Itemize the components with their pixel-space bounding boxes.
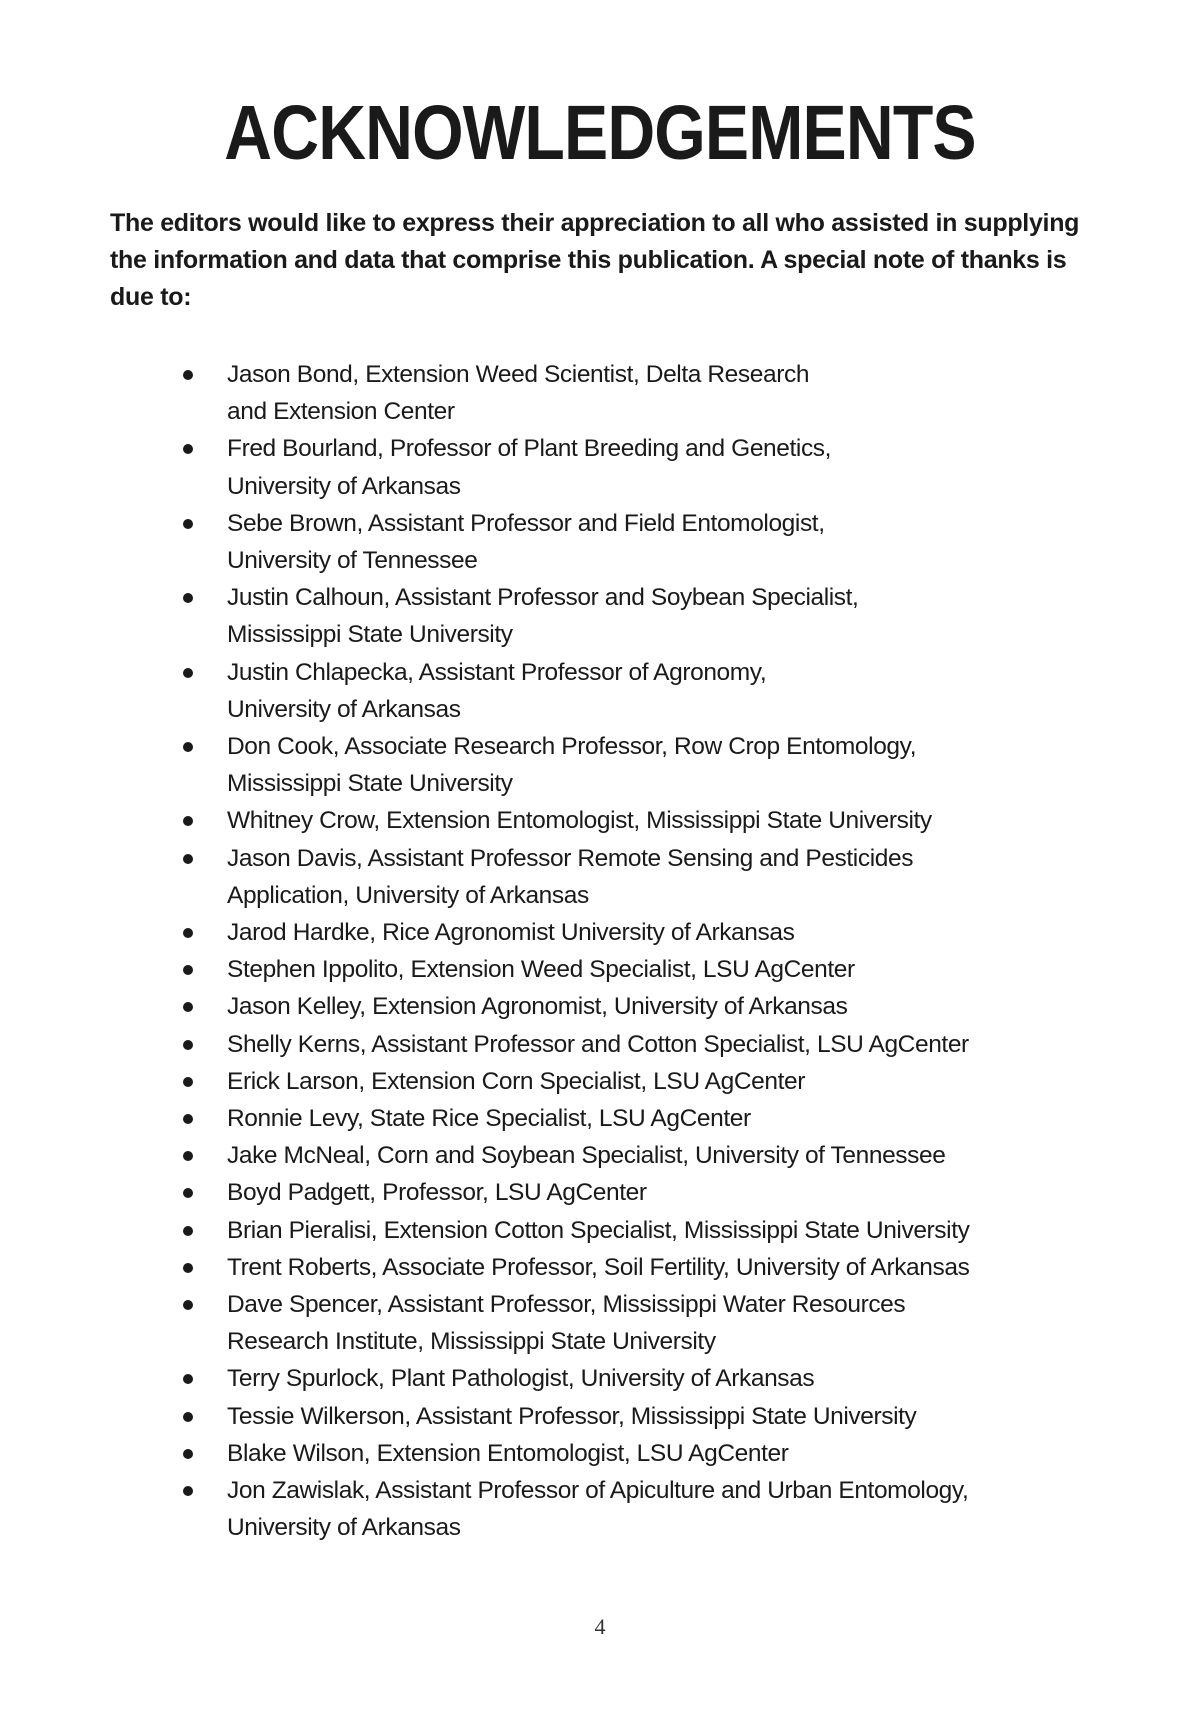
bullet-icon xyxy=(183,593,193,603)
bullet-icon xyxy=(183,1040,193,1050)
list-item-text: Whitney Crow, Extension Entomologist, Mississippi State University xyxy=(227,807,932,835)
list-item-text: Justin Calhoun, Assistant Professor and Soybean Specialist, xyxy=(227,584,859,612)
bullet-icon xyxy=(183,1486,193,1496)
bullet-icon xyxy=(183,742,193,752)
list-item-text: Jason Kelley, Extension Agronomist, University of Arkansas xyxy=(227,993,848,1021)
list-item-text: Application, University of Arkansas xyxy=(227,881,589,909)
list-item-text: Blake Wilson, Extension Entomologist, LSU AgCenter xyxy=(227,1439,789,1467)
list-item-text: Dave Spencer, Assistant Professor, Mississippi Water Resources xyxy=(227,1291,906,1319)
list-item xyxy=(183,951,1083,988)
bullet-icon xyxy=(183,370,193,380)
bullet-icon xyxy=(183,1300,193,1310)
bullet-icon xyxy=(183,928,193,938)
list-item-text: Jake McNeal, Corn and Soybean Specialist, University of Tennessee xyxy=(227,1142,946,1170)
list-item-text: Erick Larson, Extension Corn Specialist, LSU AgCenter xyxy=(227,1067,805,1095)
bullet-icon xyxy=(183,1002,193,1012)
list-item-text: Jason Davis, Assistant Professor Remote Sensing and Pesticides xyxy=(227,844,914,872)
bullet-icon xyxy=(183,1263,193,1273)
list-item-text: Mississippi State University xyxy=(227,621,513,649)
list-item-text: and Extension Center xyxy=(227,398,455,426)
list-item xyxy=(183,430,1083,504)
list-item xyxy=(183,1212,1083,1249)
page-title: ACKNOWLEDGEMENTS xyxy=(224,90,976,176)
bullet-icon xyxy=(183,668,193,678)
list-item-text: Shelly Kerns, Assistant Professor and Cotton Specialist, LSU AgCenter xyxy=(227,1030,969,1058)
list-item-text: Research Institute, Mississippi State University xyxy=(227,1328,716,1356)
list-item xyxy=(183,1174,1083,1211)
list-item xyxy=(183,728,1083,802)
list-item-text: Terry Spurlock, Plant Pathologist, University of Arkansas xyxy=(227,1365,815,1393)
list-item-text: University of Arkansas xyxy=(227,695,461,723)
list-item xyxy=(183,1063,1083,1100)
bullet-icon xyxy=(183,444,193,454)
list-item xyxy=(183,1472,1083,1546)
list-item-text: Tessie Wilkerson, Assistant Professor, Mississippi State University xyxy=(227,1402,917,1430)
list-item xyxy=(183,505,1083,579)
list-item xyxy=(183,1100,1083,1137)
list-item-text: Jarod Hardke, Rice Agronomist University of Arkansas xyxy=(227,919,795,947)
list-item xyxy=(183,802,1083,839)
list-item xyxy=(183,1137,1083,1174)
list-item-text: Trent Roberts, Associate Professor, Soil Fertility, University of Arkansas xyxy=(227,1253,970,1281)
bullet-icon xyxy=(183,854,193,864)
list-item xyxy=(183,988,1083,1025)
list-item xyxy=(183,1249,1083,1286)
bullet-icon xyxy=(183,816,193,826)
list-item-text: Jason Bond, Extension Weed Scientist, Delta Research xyxy=(227,361,810,388)
bullet-icon xyxy=(183,1151,193,1161)
list-item xyxy=(183,840,1083,914)
page-number: 4 xyxy=(594,1614,606,1639)
list-item xyxy=(183,579,1083,653)
list-item xyxy=(183,914,1083,951)
list-item-text: University of Arkansas xyxy=(227,472,461,500)
list-item xyxy=(183,1398,1083,1435)
list-item xyxy=(183,654,1083,728)
list-item xyxy=(183,1435,1083,1472)
list-item xyxy=(183,1026,1083,1063)
list-item-text: Mississippi State University xyxy=(227,770,513,798)
list-item-text: University of Tennessee xyxy=(227,547,478,575)
list-item-text: Ronnie Levy, State Rice Specialist, LSU AgCenter xyxy=(227,1105,751,1133)
bullet-icon xyxy=(183,1374,193,1384)
bullet-icon xyxy=(183,1412,193,1422)
list-item-text: Boyd Padgett, Professor, LSU AgCenter xyxy=(227,1179,647,1207)
intro-paragraph: The editors would like to express their appreciation to all who assisted in supplying the information and data that comprise this publication. A special note of thanks is due to: xyxy=(110,209,1080,311)
list-item-text: Brian Pieralisi, Extension Cotton Specialist, Mississippi State University xyxy=(227,1216,970,1244)
bullet-icon xyxy=(183,1114,193,1124)
bullet-icon xyxy=(183,1077,193,1087)
list-item xyxy=(183,1360,1083,1397)
list-item xyxy=(183,356,1083,430)
bullet-icon xyxy=(183,1188,193,1198)
list-item-text: Sebe Brown, Assistant Professor and Field Entomologist, xyxy=(227,509,825,537)
bullet-icon xyxy=(183,519,193,529)
list-item-text: Fred Bourland, Professor of Plant Breeding and Genetics, xyxy=(227,435,832,463)
list-item xyxy=(183,1286,1083,1360)
bullet-icon xyxy=(183,965,193,975)
bullet-icon xyxy=(183,1449,193,1459)
list-item-text: Justin Chlapecka, Assistant Professor of Agronomy, xyxy=(227,658,767,686)
list-item-text: University of Arkansas xyxy=(227,1514,461,1542)
list-item-text: Don Cook, Associate Research Professor, Row Crop Entomology, xyxy=(227,733,917,761)
bullet-icon xyxy=(183,1226,193,1236)
list-item-text: Stephen Ippolito, Extension Weed Specialist, LSU AgCenter xyxy=(227,956,855,984)
acknowledgements-list xyxy=(183,356,1083,1547)
list-item-text: Jon Zawislak, Assistant Professor of Apiculture and Urban Entomology, xyxy=(227,1477,969,1505)
